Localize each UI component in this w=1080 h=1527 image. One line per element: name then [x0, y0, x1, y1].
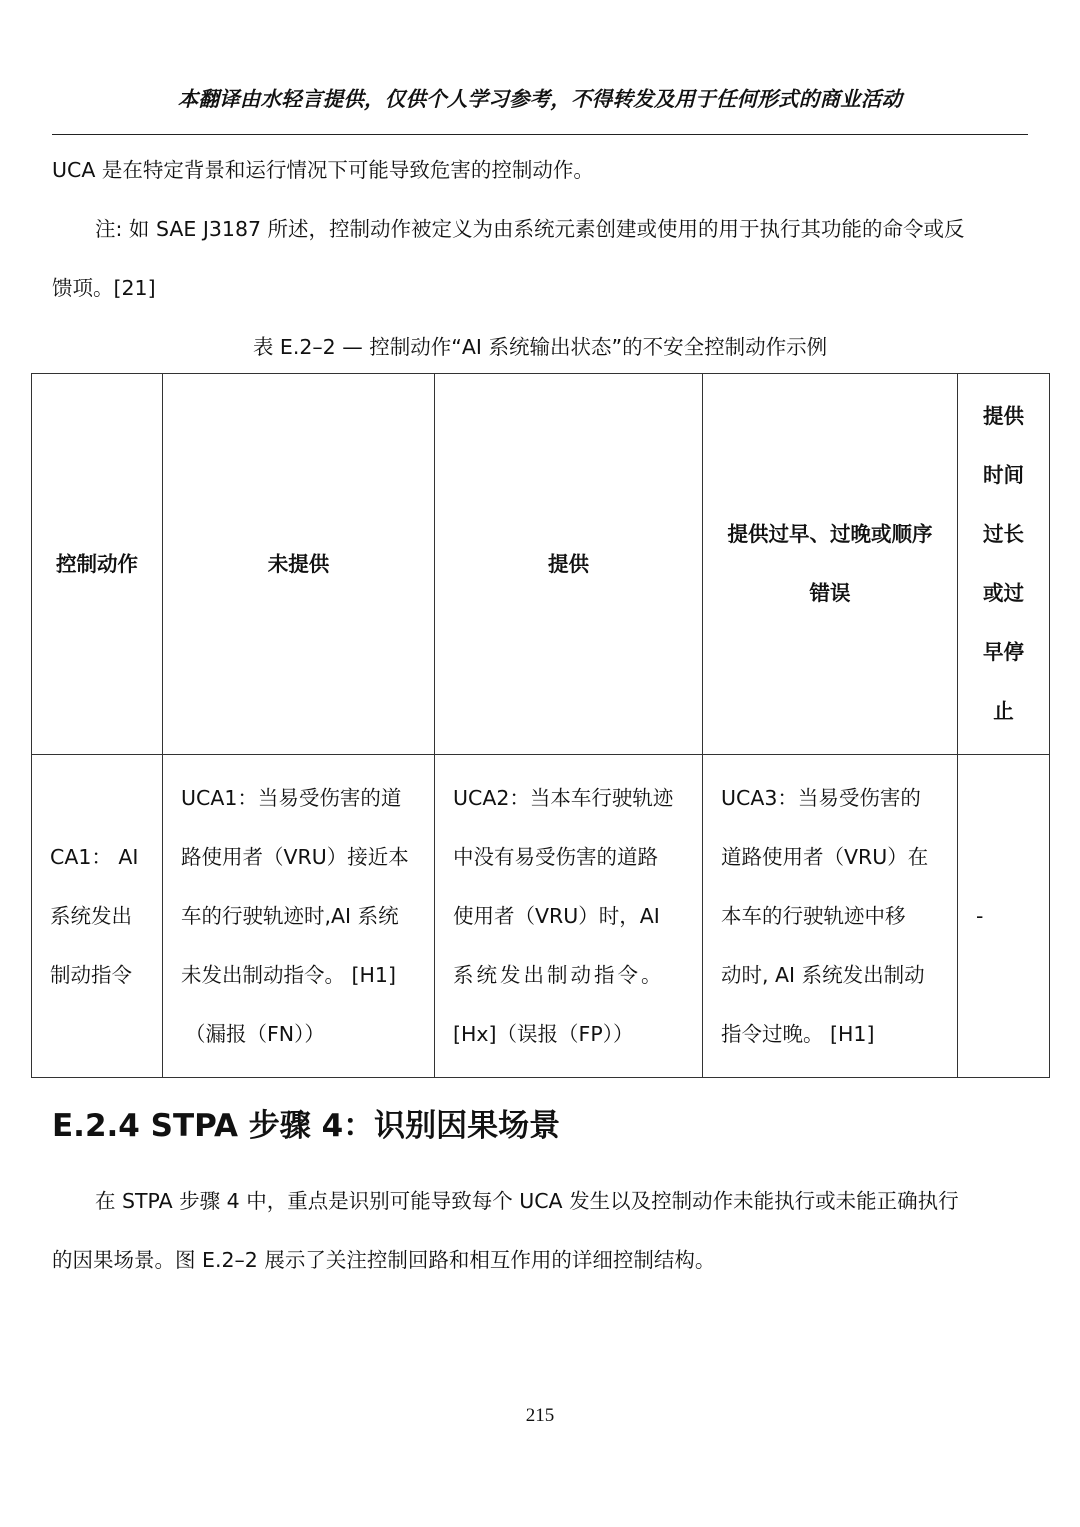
page-header: 本翻译由水轻言提供，仅供个人学习参考，不得转发及用于任何形式的商业活动 [177, 87, 903, 111]
header-timing [703, 374, 958, 755]
section-paragraph-line-2: 的因果场景。图 E.2–2 展示了关注控制回路和相互作用的详细控制结构。 [52, 1248, 716, 1272]
cell-line: 指令过晚。 [H1] [721, 1021, 875, 1046]
table-row [32, 755, 1050, 1078]
header-duration-line: 早停 [983, 640, 1024, 664]
cell-line: 未发出制动指令。 [H1] [181, 962, 396, 987]
header-timing-line: 提供过早、过晚或顺序 [727, 522, 933, 546]
header-duration [958, 374, 1050, 755]
header-duration-line: 止 [993, 699, 1014, 723]
header-control-action: 控制动作 [32, 374, 163, 755]
note-line-1: 注: 如 SAE J3187 所述，控制动作被定义为由系统元素创建或使用的用于执行其功能的命令或反 [95, 217, 965, 241]
cell-line: 本车的行驶轨迹中移 [721, 903, 906, 928]
cell-line: 系统发出 [50, 903, 132, 928]
header-duration-line: 时间 [983, 463, 1024, 487]
cell-uca3 [703, 755, 958, 1078]
header-duration-line: 提供 [983, 404, 1024, 428]
cell-line: 车的行驶轨迹时,AI 系统 [181, 903, 399, 928]
header-duration-line: 过长 [983, 522, 1024, 546]
uca-table [31, 373, 1050, 1078]
note-line-2: 馈项。[21] [52, 276, 156, 300]
header-duration-line: 或过 [983, 581, 1024, 605]
header-not-provided: 未提供 [163, 374, 435, 755]
cell-line: 路使用者（VRU）接近本 [181, 844, 409, 869]
body-line-uca-definition: UCA 是在特定背景和运行情况下可能导致危害的控制动作。 [52, 158, 594, 182]
section-paragraph-line-1: 在 STPA 步骤 4 中，重点是识别可能导致每个 UCA 发生以及控制动作未能执行或未能正确执行 [95, 1189, 959, 1213]
cell-line: 道路使用者（VRU）在 [721, 844, 929, 869]
header-provided: 提供 [435, 374, 703, 755]
cell-line: CA1： AI [50, 844, 139, 869]
cell-duration [958, 755, 1050, 1078]
cell-uca1 [163, 755, 435, 1078]
cell-line: 动时, AI 系统发出制动 [721, 962, 925, 987]
cell-line: UCA1：当易受伤害的道 [181, 785, 402, 810]
cell-line: 制动指令 [50, 962, 132, 987]
cell-line: （漏报（FN）） [185, 1021, 325, 1046]
cell-line: UCA3：当易受伤害的 [721, 785, 921, 810]
cell-line: 系统发出制动指令。 [453, 962, 665, 987]
cell-line: UCA2：当本车行驶轨迹 [453, 785, 674, 810]
header-timing-line: 错误 [809, 581, 851, 605]
cell-uca2 [435, 755, 703, 1078]
cell-line: 中没有易受伤害的道路 [453, 844, 658, 869]
page-number: 215 [525, 1405, 555, 1426]
cell-dash: - [976, 903, 984, 928]
cell-control-action [32, 755, 163, 1078]
table-header-row [32, 374, 1050, 755]
table-caption: 表 E.2–2 — 控制动作“AI 系统输出状态”的不安全控制动作示例 [252, 335, 828, 359]
cell-line: [Hx]（误报（FP）） [453, 1021, 634, 1046]
header-divider [52, 134, 1028, 135]
cell-line: 使用者（VRU）时，AI [453, 903, 660, 928]
section-heading: E.2.4 STPA 步骤 4：识别因果场景 [52, 1108, 561, 1144]
